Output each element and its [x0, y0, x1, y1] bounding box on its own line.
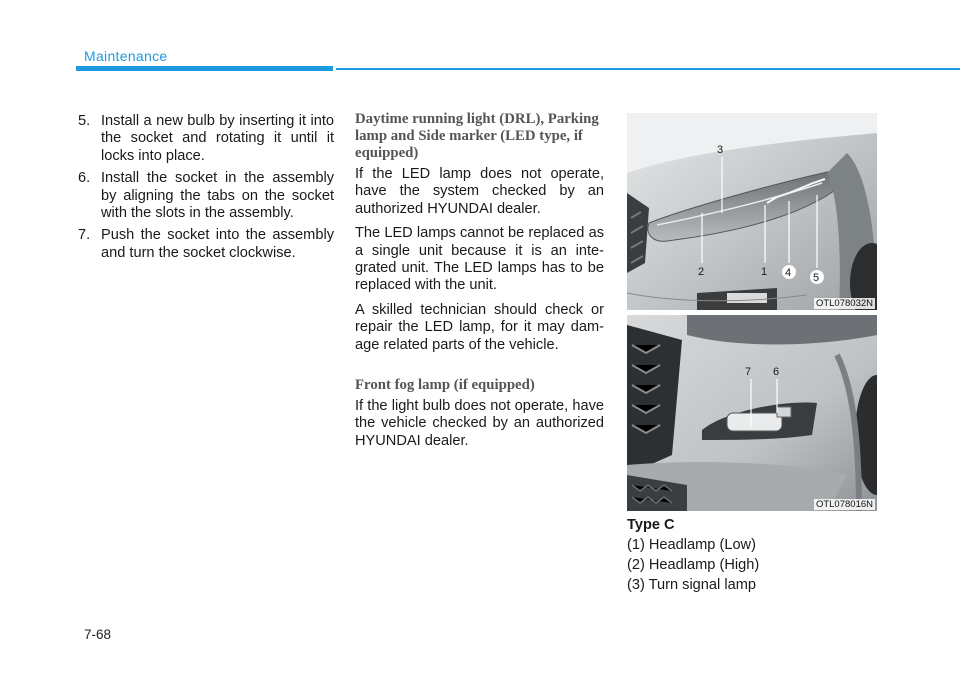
steps-column [78, 113, 334, 267]
fog-paragraph: If the light bulb does not operate, have the vehicle checked by an authorized HYUNDAI dealer. [355, 398, 604, 449]
drl-paragraph: If the LED lamp does not operate, have the system checked by an authorized HYUNDAI dealer. [355, 166, 604, 217]
caption-type: Type C [627, 517, 675, 533]
headlamp-illustration [627, 113, 877, 310]
figure-code: OTL078032N [815, 298, 873, 309]
step-text: Install the socket in the assembly by aligning the tabs on the socket with the slots in the assembly. [101, 170, 334, 222]
page-number: 7-68 [84, 627, 112, 642]
callout-3: 3 [717, 144, 724, 156]
drl-heading: Daytime running light (DRL), Parking lamp and Side marker (LED type, if equipped) [355, 111, 599, 161]
caption-item: (1) Headlamp (Low) [627, 537, 756, 553]
figure-caption [627, 515, 877, 595]
header-rule-thin [336, 68, 960, 70]
figure-code: OTL078016N [815, 499, 873, 510]
callout-2: 2 [698, 266, 705, 278]
step-text: Push the socket into the assembly and turn the socket clockwise. [101, 227, 334, 261]
step-text: Install a new bulb by inserting it into the socket and rotating it until it locks into place. [101, 113, 334, 164]
step-5 [78, 113, 334, 165]
fog-heading: Front fog lamp (if equipped) [355, 377, 535, 394]
callout-1: 1 [761, 266, 768, 278]
headlamp-figure [627, 113, 877, 310]
callout-5: 5 [813, 272, 820, 284]
step-6 [78, 170, 334, 222]
header-rule-thick [76, 66, 333, 71]
callout-7: 7 [745, 366, 752, 378]
caption-item: (3) Turn signal lamp [627, 577, 756, 593]
step-number: 7. [78, 227, 91, 244]
caption-item: (2) Headlamp (High) [627, 557, 760, 573]
callout-6: 6 [773, 366, 780, 378]
step-7 [78, 227, 334, 262]
fog-lamp-illustration [627, 315, 877, 511]
step-number: 5. [78, 113, 91, 129]
callout-4: 4 [785, 267, 792, 279]
info-column [355, 111, 604, 457]
drl-paragraph: A skilled technician should check or repair the LED lamp, for it may dam-age related parts of the vehicle. [355, 301, 604, 353]
drl-paragraph: The LED lamps cannot be replaced as a single unit because it is an inte-grated unit. The LED lamps has to be replaced with the unit. [355, 225, 604, 294]
fog-lamp-figure [627, 315, 877, 511]
section-header: Maintenance [84, 48, 168, 64]
step-number: 6. [78, 170, 91, 187]
